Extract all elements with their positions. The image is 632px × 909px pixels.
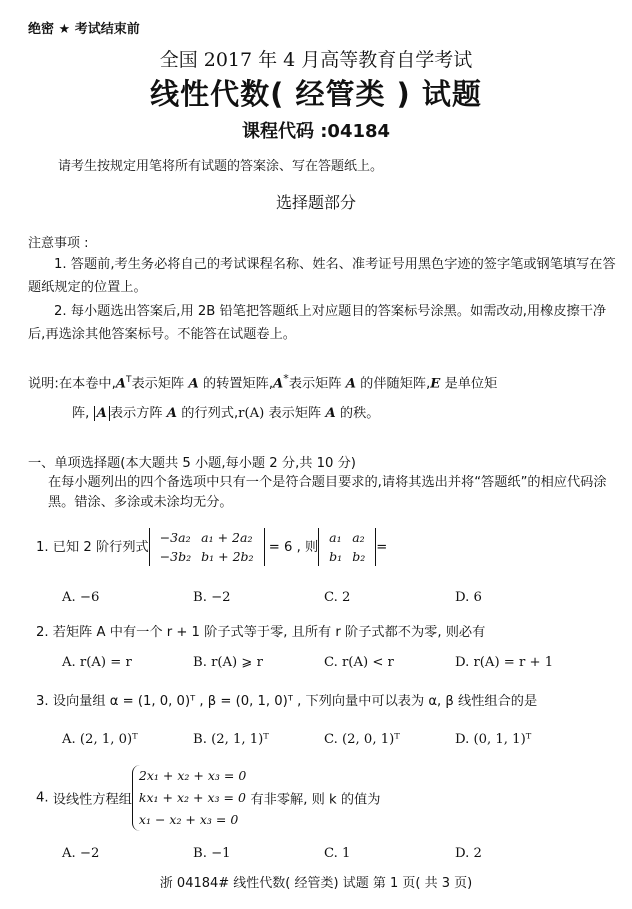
notes-title: 注意事项 : (28, 236, 89, 251)
q3-option-c: C. (2, 0, 1)ᵀ (324, 732, 400, 747)
q4-option-b: B. −1 (193, 846, 231, 861)
q2-option-b: B. r(A) ⩾ r (193, 655, 263, 670)
note-item: 2. 每小题选出答案后,用 2B 铅笔把答题纸上对应题目的答案标号涂黑。如需改动,用橡皮擦干净后,再选涂其他答案标号。不能答在试题卷上。 (28, 304, 607, 342)
question-3: 3. 设向量组 α = (1, 0, 0)ᵀ , β = (0, 1, 0)ᵀ , 下列向量中可以表为 α, β 线性组合的是 (36, 694, 538, 709)
q1-option-c: C. 2 (324, 590, 351, 605)
page-footer: 浙 04184# 线性代数( 经管类) 试题 第 1 页( 共 3 页) (159, 876, 473, 891)
note-item: 1. 答题前,考生务必将自己的考试课程名称、姓名、准考证号用黑色字迹的签字笔或钢笔填写在答题纸规定的位置上。 (28, 257, 616, 295)
question-1: 1. 已知 2 阶行列式 −3a₂ a₁ + 2a₂ −3b₂ b₁ + 2b₂ = 6 , 则 a₁ a₂ b₁ b₂ = (36, 530, 388, 564)
paper-title: 线性代数( 经管类 ) 试题 (150, 77, 482, 111)
secret-mark: 绝密 ★ 考试结束前 (28, 22, 140, 37)
equation-system: 2x₁ + x₂ + x₃ = 0 kx₁ + x₂ + x₃ = 0 x₁ − x₂ + x₃ = 0 (132, 765, 246, 831)
exam-title: 全国 2017 年 4 月高等教育自学考试 (159, 49, 473, 71)
q1-option-d: D. 6 (455, 590, 482, 605)
question-4: 4. 设线性方程组 2x₁ + x₂ + x₃ = 0 kx₁ + x₂ + x₃ = 0 x₁ − x₂ + x₃ = 0 有非零解, 则 k 的值为 (36, 765, 380, 831)
q4-option-c: C. 1 (324, 846, 351, 861)
section-heading: 选择题部分 (275, 193, 356, 212)
explanation-line-2: 阵, A 表示方阵 A 的行列式,r(A) 表示矩阵 A 的秩。 (72, 406, 380, 421)
q4-option-d: D. 2 (455, 846, 482, 861)
part1-heading: 一、单项选择题(本大题共 5 小题,每小题 2 分,共 10 分) (28, 456, 356, 471)
determinant-given: −3a₂ a₁ + 2a₂ −3b₂ b₁ + 2b₂ (149, 528, 265, 566)
question-2: 2. 若矩阵 A 中有一个 r + 1 阶子式等于零, 且所有 r 阶子式都不为零, 则必有 (36, 625, 486, 640)
q2-option-c: C. r(A) < r (324, 655, 394, 670)
q4-option-a: A. −2 (62, 846, 100, 861)
q3-option-b: B. (2, 1, 1)ᵀ (193, 732, 269, 747)
q1-option-a: A. −6 (62, 590, 100, 605)
determinant-asked: a₁ a₂ b₁ b₂ (318, 528, 376, 566)
part1-instruction: 在每小题列出的四个备选项中只有一个是符合题目要求的,请将其选出并将“答题纸”的相应代码涂黑。错涂、多涂或未涂均无分。 (48, 475, 607, 510)
answer-instruction: 请考生按规定用笔将所有试题的答案涂、写在答题纸上。 (58, 159, 384, 174)
explanation-line-1: 说明:在本卷中$,A^T$表示矩阵 A 的转置矩阵,A*表示矩阵 A 的伴随矩阵,E 是单位矩 (28, 372, 498, 392)
q2-option-a: A. r(A) = r (62, 655, 132, 670)
q3-option-d: D. (0, 1, 1)ᵀ (455, 732, 532, 747)
q2-option-d: D. r(A) = r + 1 (455, 655, 554, 670)
q3-option-a: A. (2, 1, 0)ᵀ (62, 732, 138, 747)
q1-option-b: B. −2 (193, 590, 231, 605)
course-code: 课程代码 :04184 (241, 121, 391, 142)
